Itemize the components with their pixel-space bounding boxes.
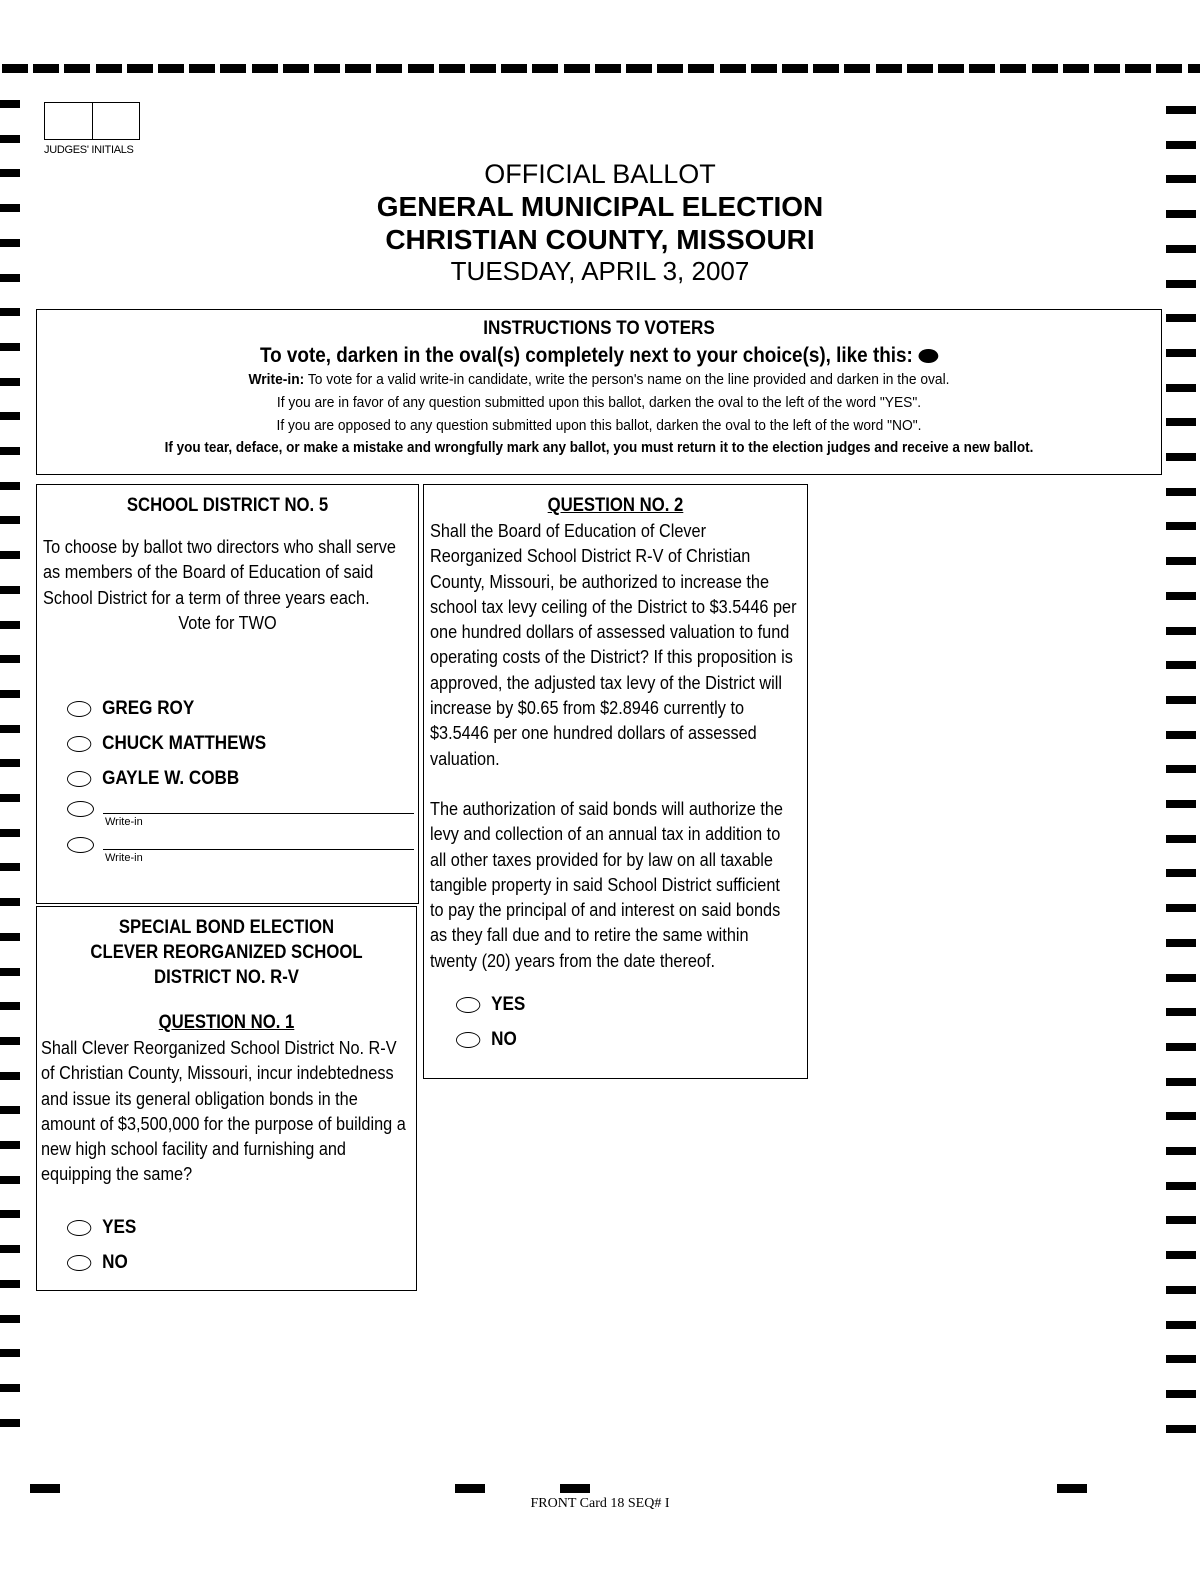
timing-mark — [1166, 349, 1196, 357]
timing-mark — [0, 1280, 20, 1288]
timing-mark — [1166, 314, 1196, 322]
timing-mark — [1166, 627, 1196, 635]
timing-mark — [0, 378, 20, 386]
timing-mark — [1166, 1043, 1196, 1051]
timing-mark — [0, 1315, 20, 1323]
timing-marks-right — [1166, 90, 1196, 1490]
vote-for-instruction: Vote for TWO — [178, 611, 277, 633]
timing-mark — [1166, 1286, 1196, 1294]
timing-mark — [470, 64, 496, 73]
candidate-name: GAYLE W. COBB — [102, 768, 240, 790]
timing-mark — [376, 64, 402, 73]
timing-mark — [1166, 1008, 1196, 1016]
candidate-option[interactable] — [67, 692, 383, 727]
timing-mark — [345, 64, 371, 73]
oval-icon[interactable] — [456, 997, 480, 1013]
timing-mark — [1166, 1321, 1196, 1329]
candidate-option[interactable] — [67, 727, 383, 762]
candidate-name: GREG ROY — [102, 698, 195, 720]
timing-mark — [127, 64, 153, 73]
writein-label: Write-in: — [248, 371, 305, 388]
oval-icon[interactable] — [67, 736, 91, 752]
oval-icon[interactable] — [67, 1255, 91, 1271]
timing-mark — [564, 64, 590, 73]
instructions-box — [36, 309, 1162, 475]
timing-mark — [64, 64, 90, 73]
writein-option[interactable] — [67, 833, 418, 869]
timing-mark — [1166, 1182, 1196, 1190]
oval-icon[interactable] — [67, 1220, 91, 1236]
timing-mark — [1094, 64, 1120, 73]
timing-mark — [844, 64, 870, 73]
question-1-text: Shall Clever Reorganized School District No. R-V of Christian County, Missouri, incur indebtedness and issue its general obligation bonds in the amount of $3,500,000 for the purpose of building a new high school facility and furnishing and equipping the same? — [41, 1037, 406, 1185]
timing-mark — [314, 64, 340, 73]
ballot-title: OFFICIAL BALLOT — [484, 159, 716, 189]
timing-mark — [0, 1245, 20, 1253]
writein-line[interactable] — [103, 849, 414, 850]
question-1-options — [67, 1211, 416, 1281]
oval-icon[interactable] — [67, 771, 91, 787]
timing-mark — [1166, 1390, 1196, 1398]
timing-mark — [0, 516, 20, 524]
timing-mark — [1166, 175, 1196, 183]
school-district-title: SCHOOL DISTRICT NO. 5 — [126, 495, 329, 516]
yes-label: YES — [102, 1217, 137, 1239]
timing-mark — [33, 64, 59, 73]
no-option[interactable] — [67, 1246, 381, 1281]
timing-mark — [560, 1484, 590, 1493]
timing-mark — [0, 725, 20, 733]
timing-mark — [0, 1037, 20, 1045]
question-2-title: QUESTION NO. 2 — [547, 495, 684, 516]
oval-icon[interactable] — [67, 701, 91, 717]
timing-mark — [595, 64, 621, 73]
timing-mark — [1125, 64, 1151, 73]
timing-mark — [0, 586, 20, 594]
timing-mark — [0, 655, 20, 663]
school-district-description: To choose by ballot two directors who shall serve as members of the Board of Education of said School District for a term of three years each. — [43, 536, 396, 608]
instructions-main-text: To vote, darken in the oval(s) completely next to your choice(s), like this: — [259, 344, 913, 367]
no-label: NO — [102, 1252, 128, 1274]
writein-label: Write-in — [105, 815, 143, 828]
timing-mark — [0, 933, 20, 941]
oval-icon[interactable] — [67, 801, 94, 817]
bond-election-subtitle: CLEVER REORGANIZED SCHOOL — [90, 942, 363, 963]
timing-mark — [1166, 904, 1196, 912]
timing-mark — [782, 64, 808, 73]
timing-mark — [0, 1176, 20, 1184]
timing-mark — [220, 64, 246, 73]
county-name: CHRISTIAN COUNTY, MISSOURI — [385, 224, 815, 255]
timing-mark — [0, 412, 20, 420]
yes-label: YES — [491, 993, 526, 1015]
timing-mark — [1166, 731, 1196, 739]
timing-mark — [0, 1072, 20, 1080]
instructions-title: INSTRUCTIONS TO VOTERS — [483, 318, 715, 339]
timing-mark — [0, 968, 20, 976]
timing-mark — [0, 1141, 20, 1149]
card-footer: FRONT Card 18 SEQ# I — [530, 1496, 670, 1511]
timing-mark — [1032, 64, 1058, 73]
timing-marks-top — [0, 64, 1200, 76]
no-option[interactable] — [456, 1022, 772, 1057]
timing-mark — [1166, 1425, 1196, 1433]
bond-election-district: DISTRICT NO. R-V — [154, 967, 299, 988]
writein-text: To vote for a valid write-in candidate, write the person's name on the line provided and darken in the oval. — [307, 371, 950, 388]
timing-mark — [0, 100, 20, 108]
writein-label: Write-in — [105, 851, 143, 864]
timing-mark — [0, 759, 20, 767]
oval-icon[interactable] — [456, 1032, 480, 1048]
yes-option[interactable] — [456, 987, 772, 1022]
timing-mark — [0, 621, 20, 629]
timing-mark — [813, 64, 839, 73]
timing-mark — [30, 1484, 60, 1493]
ballot-header — [300, 158, 900, 286]
timing-mark — [0, 135, 20, 143]
timing-mark — [0, 447, 20, 455]
timing-mark — [1057, 1484, 1087, 1493]
oval-icon[interactable] — [67, 837, 94, 853]
timing-mark — [1166, 488, 1196, 496]
timing-mark — [0, 829, 20, 837]
timing-mark — [1156, 64, 1182, 73]
timing-mark — [1188, 64, 1200, 73]
timing-mark — [1166, 453, 1196, 461]
timing-mark — [1166, 974, 1196, 982]
question-2-options — [456, 987, 807, 1057]
timing-mark — [96, 64, 122, 73]
no-label: NO — [491, 1028, 517, 1050]
timing-mark — [455, 1484, 485, 1493]
instructions-opposed: If you are opposed to any question submitted upon this ballot, darken the oval to the left of the word "NO". — [276, 417, 922, 434]
instructions-warning: If you tear, deface, or make a mistake and wrongfully mark any ballot, you must return it to the election judges and receive a new ballot. — [164, 439, 1034, 456]
instructions-favor: If you are in favor of any question submitted upon this ballot, darken the oval to the left of the word "YES". — [276, 394, 922, 411]
timing-mark — [751, 64, 777, 73]
question-2-text: Shall the Board of Education of Clever Reorganized School District R-V of Christian County, Missouri, be authorized to increase the school tax levy ceiling of the District to $3.5446 per one hundred dollars of assessed valuation to fund operating costs of the District? If this proposition is approved, the adjusted tax levy of the District will increase by $0.65 from $2.8946 currently to $3.5446 per one hundred dollars of assessed valuation. — [430, 520, 797, 769]
timing-mark — [0, 274, 20, 282]
timing-mark — [408, 64, 434, 73]
timing-mark — [1166, 141, 1196, 149]
timing-mark — [0, 898, 20, 906]
timing-mark — [876, 64, 902, 73]
filled-oval-icon — [918, 349, 938, 363]
candidate-list — [67, 692, 418, 869]
timing-mark — [0, 1210, 20, 1218]
election-date: TUESDAY, APRIL 3, 2007 — [450, 256, 750, 286]
timing-mark — [0, 794, 20, 802]
timing-mark — [657, 64, 683, 73]
timing-mark — [283, 64, 309, 73]
timing-mark — [969, 64, 995, 73]
timing-mark — [1166, 869, 1196, 877]
timing-mark — [0, 239, 20, 247]
timing-mark — [907, 64, 933, 73]
timing-mark — [1166, 106, 1196, 114]
judges-initials-label: JUDGES' INITIALS — [44, 144, 134, 156]
school-district-contest — [36, 484, 419, 904]
timing-mark — [1166, 280, 1196, 288]
timing-mark — [501, 64, 527, 73]
timing-mark — [1166, 418, 1196, 426]
instructions-main — [93, 344, 1105, 368]
candidate-option[interactable] — [67, 762, 383, 797]
timing-mark — [1166, 522, 1196, 530]
timing-mark — [1166, 592, 1196, 600]
timing-marks-left — [0, 90, 22, 1490]
timing-mark — [0, 482, 20, 490]
election-name: GENERAL MUNICIPAL ELECTION — [376, 191, 824, 222]
timing-mark — [720, 64, 746, 73]
bond-election-contest — [36, 906, 417, 1291]
timing-mark — [2, 64, 28, 73]
timing-mark — [0, 1002, 20, 1010]
timing-mark — [1166, 800, 1196, 808]
timing-mark — [1166, 1355, 1196, 1363]
timing-mark — [0, 1106, 20, 1114]
timing-mark — [1166, 1078, 1196, 1086]
writein-line[interactable] — [103, 813, 414, 814]
bond-election-title: SPECIAL BOND ELECTION — [118, 917, 335, 938]
timing-mark — [1166, 557, 1196, 565]
timing-mark — [0, 1349, 20, 1357]
writein-option[interactable] — [67, 797, 418, 833]
timing-mark — [1000, 64, 1026, 73]
timing-mark — [158, 64, 184, 73]
timing-mark — [0, 308, 20, 316]
timing-mark — [1166, 661, 1196, 669]
timing-mark — [1166, 765, 1196, 773]
timing-mark — [938, 64, 964, 73]
timing-mark — [1166, 1216, 1196, 1224]
timing-mark — [1166, 835, 1196, 843]
timing-mark — [626, 64, 652, 73]
timing-mark — [1166, 1147, 1196, 1155]
question-1-title: QUESTION NO. 1 — [158, 1012, 295, 1033]
timing-mark — [1166, 1112, 1196, 1120]
timing-mark — [0, 690, 20, 698]
timing-mark — [0, 1419, 20, 1427]
timing-mark — [1166, 245, 1196, 253]
timing-mark — [0, 169, 20, 177]
candidate-name: CHUCK MATTHEWS — [102, 733, 267, 755]
timing-mark — [1166, 1251, 1196, 1259]
timing-mark — [0, 204, 20, 212]
timing-mark — [532, 64, 558, 73]
question-2-contest — [423, 484, 808, 1079]
timing-mark — [0, 343, 20, 351]
timing-mark — [1166, 939, 1196, 947]
timing-mark — [1166, 384, 1196, 392]
timing-mark — [189, 64, 215, 73]
timing-mark — [1166, 210, 1196, 218]
question-2-authorization: The authorization of said bonds will authorize the levy and collection of an annual tax in addition to all other taxes provided for by law on all taxable tangible property in said School District sufficient to pay the principal of and interest on said bonds as they fall due and to retire the same within twenty (20) years from the date thereof. — [430, 797, 783, 971]
timing-mark — [1166, 696, 1196, 704]
timing-mark — [688, 64, 714, 73]
timing-mark — [0, 1384, 20, 1392]
judges-initials-boxes[interactable] — [44, 102, 140, 140]
timing-mark — [252, 64, 278, 73]
timing-mark — [0, 863, 20, 871]
timing-mark — [0, 551, 20, 559]
yes-option[interactable] — [67, 1211, 381, 1246]
timing-mark — [1063, 64, 1089, 73]
instructions-writein — [82, 368, 1116, 391]
timing-mark — [439, 64, 465, 73]
judges-initials — [44, 102, 140, 156]
